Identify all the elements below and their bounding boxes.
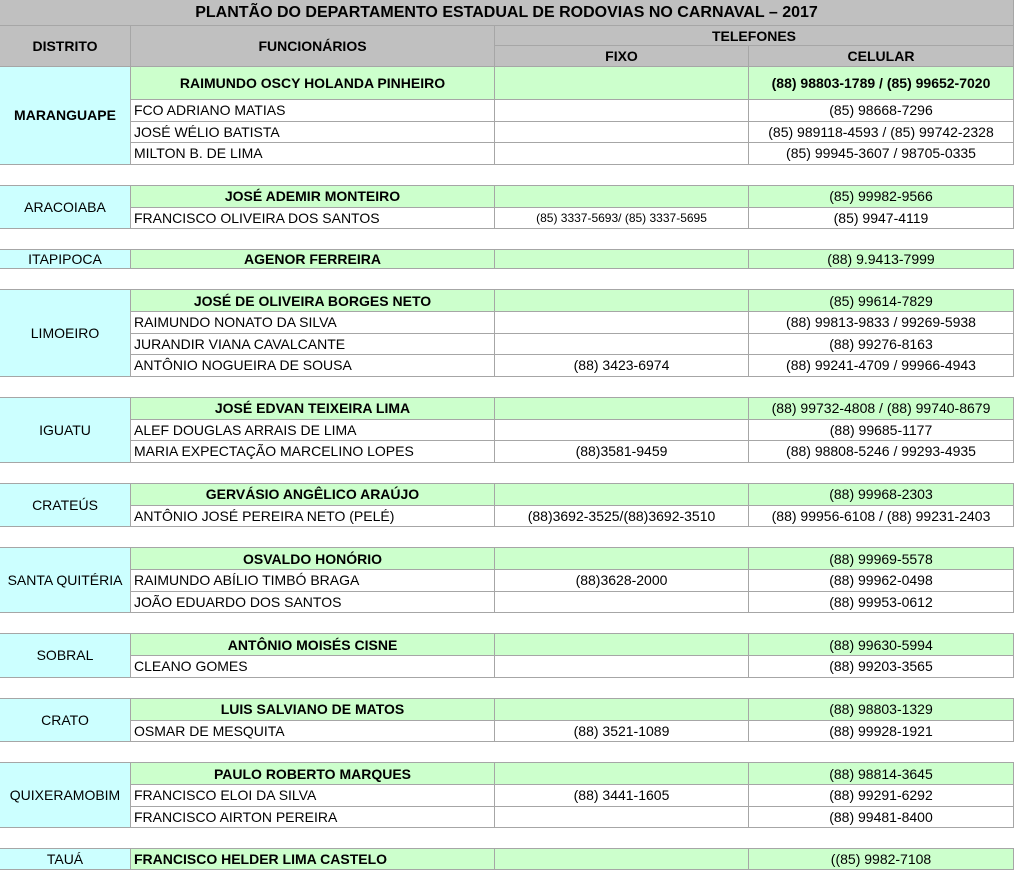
- header-telefones: TELEFONES: [495, 26, 1014, 46]
- employee-name: FRANCISCO ELOI DA SILVA: [131, 785, 495, 807]
- mobile-phone: (88) 99962-0498: [749, 570, 1014, 592]
- fixed-phone: [495, 420, 749, 442]
- district-cell: LIMOEIRO: [0, 290, 131, 377]
- employee-name: ALEF DOUGLAS ARRAIS DE LIMA: [131, 420, 495, 442]
- mobile-phone: (88) 99481-8400: [749, 807, 1014, 829]
- mobile-phone: (88) 98803-1789 / (85) 99652-7020: [749, 67, 1014, 100]
- lead-employee-name: JOSÉ DE OLIVEIRA BORGES NETO: [131, 290, 495, 312]
- employee-name: FRANCISCO AIRTON PEREIRA: [131, 807, 495, 829]
- mobile-phone: (85) 989118-4593 / (85) 99742-2328: [749, 122, 1014, 144]
- group-spacer: [0, 463, 1014, 484]
- group-spacer: [0, 678, 1014, 699]
- fixed-phone: [495, 592, 749, 614]
- fixed-phone: [495, 143, 749, 165]
- mobile-phone: (88) 99732-4808 / (88) 99740-8679: [749, 398, 1014, 420]
- fixed-phone: (88) 3423-6974: [495, 355, 749, 377]
- employee-name: OSMAR DE MESQUITA: [131, 721, 495, 743]
- district-cell: CRATEÚS: [0, 484, 131, 528]
- district-cell: TAUÁ: [0, 849, 131, 870]
- mobile-phone: (88) 98808-5246 / 99293-4935: [749, 441, 1014, 463]
- group-spacer: [0, 527, 1014, 548]
- fixed-phone: [495, 763, 749, 785]
- sheet-title: PLANTÃO DO DEPARTAMENTO ESTADUAL DE RODOVIAS NO CARNAVAL – 2017: [0, 0, 1014, 26]
- lead-employee-name: RAIMUNDO OSCY HOLANDA PINHEIRO: [131, 67, 495, 100]
- fixed-phone: [495, 312, 749, 334]
- mobile-phone: (88) 99953-0612: [749, 592, 1014, 614]
- fixed-phone: [495, 849, 749, 870]
- fixed-phone: [495, 484, 749, 506]
- group-spacer: [0, 613, 1014, 634]
- lead-employee-name: AGENOR FERREIRA: [131, 250, 495, 269]
- fixed-phone: [495, 699, 749, 721]
- group-spacer: [0, 377, 1014, 398]
- mobile-phone: (85) 99982-9566: [749, 186, 1014, 208]
- mobile-phone: (88) 99203-3565: [749, 656, 1014, 678]
- fixed-phone: [495, 100, 749, 122]
- lead-employee-name: LUIS SALVIANO DE MATOS: [131, 699, 495, 721]
- mobile-phone: (88) 99969-5578: [749, 548, 1014, 570]
- header-distrito: DISTRITO: [0, 26, 131, 67]
- district-cell: IGUATU: [0, 398, 131, 463]
- district-cell: QUIXERAMOBIM: [0, 763, 131, 828]
- group-spacer: [0, 165, 1014, 186]
- fixed-phone: [495, 334, 749, 356]
- fixed-phone: [495, 634, 749, 656]
- header-funcionarios: FUNCIONÁRIOS: [131, 26, 495, 67]
- employee-name: FRANCISCO OLIVEIRA DOS SANTOS: [131, 208, 495, 230]
- fixed-phone: (88)3692-3525/(88)3692-3510: [495, 506, 749, 528]
- mobile-phone: (88) 98814-3645: [749, 763, 1014, 785]
- fixed-phone: (88)3628-2000: [495, 570, 749, 592]
- mobile-phone: (88) 99630-5994: [749, 634, 1014, 656]
- fixed-phone: [495, 807, 749, 829]
- mobile-phone: (88) 99241-4709 / 99966-4943: [749, 355, 1014, 377]
- employee-name: RAIMUNDO ABÍLIO TIMBÓ BRAGA: [131, 570, 495, 592]
- employee-name: ANTÔNIO NOGUEIRA DE SOUSA: [131, 355, 495, 377]
- group-spacer: [0, 269, 1014, 290]
- fixed-phone: (88) 3521-1089: [495, 721, 749, 743]
- district-cell: SANTA QUITÉRIA: [0, 548, 131, 613]
- lead-employee-name: OSVALDO HONÓRIO: [131, 548, 495, 570]
- lead-employee-name: JOSÉ EDVAN TEIXEIRA LIMA: [131, 398, 495, 420]
- mobile-phone: (88) 9.9413-7999: [749, 250, 1014, 269]
- lead-employee-name: FRANCISCO HELDER LIMA CASTELO: [131, 849, 495, 870]
- lead-employee-name: ANTÔNIO MOISÉS CISNE: [131, 634, 495, 656]
- employee-name: FCO ADRIANO MATIAS: [131, 100, 495, 122]
- fixed-phone: (88) 3441-1605: [495, 785, 749, 807]
- lead-employee-name: GERVÁSIO ANGÊLICO ARAÚJO: [131, 484, 495, 506]
- employee-name: CLEANO GOMES: [131, 656, 495, 678]
- lead-employee-name: JOSÉ ADEMIR MONTEIRO: [131, 186, 495, 208]
- lead-employee-name: PAULO ROBERTO MARQUES: [131, 763, 495, 785]
- employee-name: JURANDIR VIANA CAVALCANTE: [131, 334, 495, 356]
- group-spacer: [0, 742, 1014, 763]
- fixed-phone: [495, 656, 749, 678]
- employee-name: RAIMUNDO NONATO DA SILVA: [131, 312, 495, 334]
- mobile-phone: (88) 98803-1329: [749, 699, 1014, 721]
- employee-name: JOSÉ WÉLIO BATISTA: [131, 122, 495, 144]
- employee-name: MARIA EXPECTAÇÃO MARCELINO LOPES: [131, 441, 495, 463]
- mobile-phone: (88) 99968-2303: [749, 484, 1014, 506]
- mobile-phone: (85) 99614-7829: [749, 290, 1014, 312]
- fixed-phone: [495, 548, 749, 570]
- district-cell: CRATO: [0, 699, 131, 743]
- employee-name: MILTON B. DE LIMA: [131, 143, 495, 165]
- fixed-phone: (88)3581-9459: [495, 441, 749, 463]
- group-spacer: [0, 828, 1014, 849]
- district-cell: ITAPIPOCA: [0, 250, 131, 269]
- mobile-phone: ((85) 9982-7108: [749, 849, 1014, 870]
- mobile-phone: (85) 98668-7296: [749, 100, 1014, 122]
- mobile-phone: (88) 99276-8163: [749, 334, 1014, 356]
- fixed-phone: [495, 67, 749, 100]
- district-cell: ARACOIABA: [0, 186, 131, 230]
- employee-name: ANTÔNIO JOSÉ PEREIRA NETO (PELÉ): [131, 506, 495, 528]
- fixed-phone: [495, 398, 749, 420]
- header-celular: CELULAR: [749, 46, 1014, 67]
- district-cell: SOBRAL: [0, 634, 131, 678]
- fixed-phone: (85) 3337-5693/ (85) 3337-5695: [495, 208, 749, 230]
- mobile-phone: (88) 99813-9833 / 99269-5938: [749, 312, 1014, 334]
- mobile-phone: (88) 99291-6292: [749, 785, 1014, 807]
- mobile-phone: (85) 99945-3607 / 98705-0335: [749, 143, 1014, 165]
- fixed-phone: [495, 122, 749, 144]
- mobile-phone: (88) 99956-6108 / (88) 99231-2403: [749, 506, 1014, 528]
- fixed-phone: [495, 250, 749, 269]
- mobile-phone: (85) 9947-4119: [749, 208, 1014, 230]
- fixed-phone: [495, 186, 749, 208]
- district-cell: MARANGUAPE: [0, 67, 131, 165]
- employee-name: JOÃO EDUARDO DOS SANTOS: [131, 592, 495, 614]
- mobile-phone: (88) 99685-1177: [749, 420, 1014, 442]
- fixed-phone: [495, 290, 749, 312]
- mobile-phone: (88) 99928-1921: [749, 721, 1014, 743]
- header-fixo: FIXO: [495, 46, 749, 67]
- group-spacer: [0, 229, 1014, 250]
